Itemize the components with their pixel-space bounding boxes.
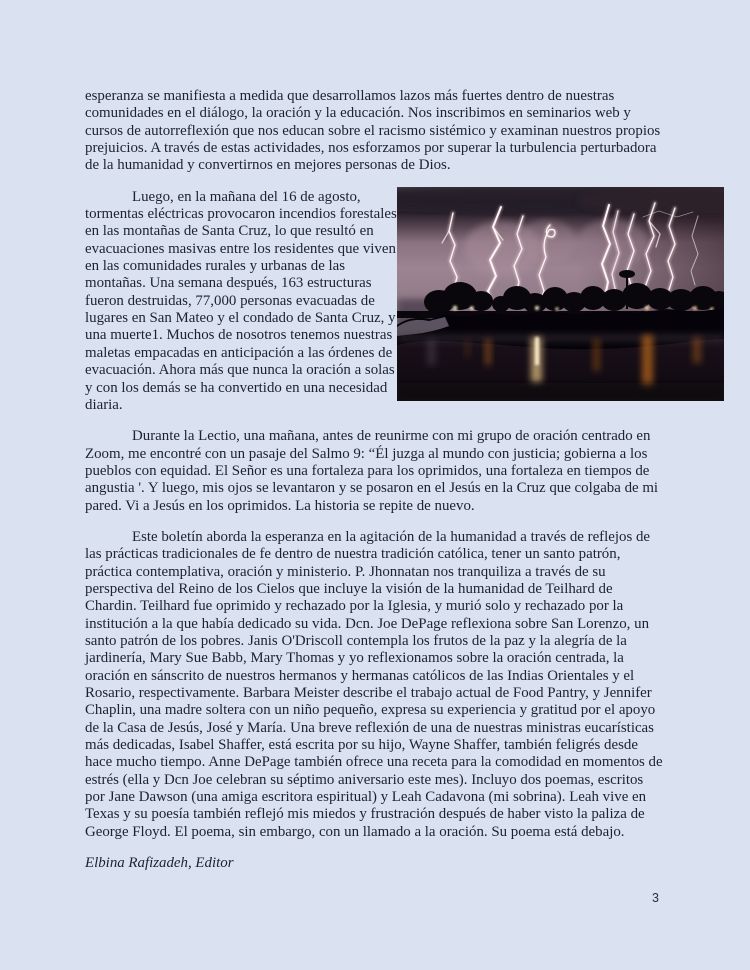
- editor-signature: Elbina Rafizadeh, Editor: [85, 855, 234, 872]
- lightning-storm-illustration: [397, 187, 724, 401]
- paragraph-lectio: Durante la Lectio, una mañana, antes de reunirme con mi grupo de oración centrado en Zoom, me encontré con un pasaje del Salmo 9: “Él juzga al mundo con justicia; gobierna a los pueblos con equidad. El Señor es una fortaleza para los oprimidos, una fortaleza en tiempos de angustia '. Y luego, mis ojos se levantaron y se posaron en el Jesús en la Cruz que colgaba de mi pared. Vi a Jesús en los oprimidos. La historia se repite de nuevo.: [85, 428, 659, 514]
- paragraph-with-photo: [85, 189, 666, 414]
- paragraph-storm: Luego, en la mañana del 16 de agosto, tormentas eléctricas provocaron incendios forestales en las montañas de Santa Cruz, lo que resultó en evacuaciones masivas entre los residentes que viven en las comunidades rurales y urbanas de las montañas. Una semana después, 163 estructuras fueron destruidas, 77,000 personas evacuadas de lugares en San Mateo y el condado de Santa Cruz, y una muerte1. Muchos de nosotros tenemos nuestras maletas empacadas en anticipación a las órdenes de evacuación. Ahora más que nunca la oración a solas y con los demás se ha convertido en una necesidad diaria.: [85, 188, 397, 413]
- page-number: 3: [652, 891, 659, 905]
- page-content: [85, 88, 666, 872]
- lightning-storm-photo: [397, 187, 724, 401]
- paragraph-newsletter-overview: Este boletín aborda la esperanza en la agitación de la humanidad a través de reflejos de las prácticas tradicionales de fe dentro de nuestra tradición católica, tener un santo patrón, práctica contemplativa, oración y ministerio. P. Jhonnatan nos tranquiliza a través de su perspectiva del Reino de los Cielos que incluye la visión de la humanidad de Teilhard de Chardin. Teilhard fue oprimido y rechazado por la Iglesia, y murió solo y rechazado por la institución a la que había dedicado su vida. Dcn. Joe DePage reflexiona sobre San Lorenzo, un santo patrón de los pobres. Janis O'Driscoll contempla los frutos de la paz y la alegría de la jardinería, Mary Sue Babb, Mary Thomas y yo reflexionamos sobre la oración centrada, la oración en sánscrito de nuestros hermanos y hermanas católicos de las Indias Orientales y el Rosario, respectivamente. Barbara Meister describe el trabajo actual de Food Pantry, y Jennifer Chaplin, una madre soltera con un niño pequeño, expresa su experiencia y gratitud por el apoyo de la Casa de Jesús, José y María. Una breve reflexión de una de nuestras ministras eucarísticas más dedicadas, Isabel Shaffer, está escrita por su hijo, Wayne Shaffer, también feligrés desde hace mucho tiempo. Anne DePage también ofrece una receta para la comodidad en momentos de estrés (ella y Dcn Joe celebran su séptimo aniversario este mes). Incluyo dos poemas, escritos por Jane Dawson (una amiga escritora espiritual) y Leah Cadavona (mi sobrina). Leah vive en Texas y su poesía también reflejó mis miedos y frustración después de haber visto la paliza de George Floyd. El poema, sin embargo, con un llamado a la oración. Su poema está debajo.: [85, 528, 663, 840]
- paragraph-continuation: esperanza se manifiesta a medida que desarrollamos lazos más fuertes dentro de nuestras comunidades en el diálogo, la oración y la educación. Nos inscribimos en seminarios web y cursos de autorreflexión que nos educan sobre el racismo sistémico y examinan nuestros propios prejuicios. A través de estas actividades, nos esforzamos por superar la turbulencia perturbadora de la humanidad y convertirnos en mejores personas de Dios.: [85, 88, 661, 174]
